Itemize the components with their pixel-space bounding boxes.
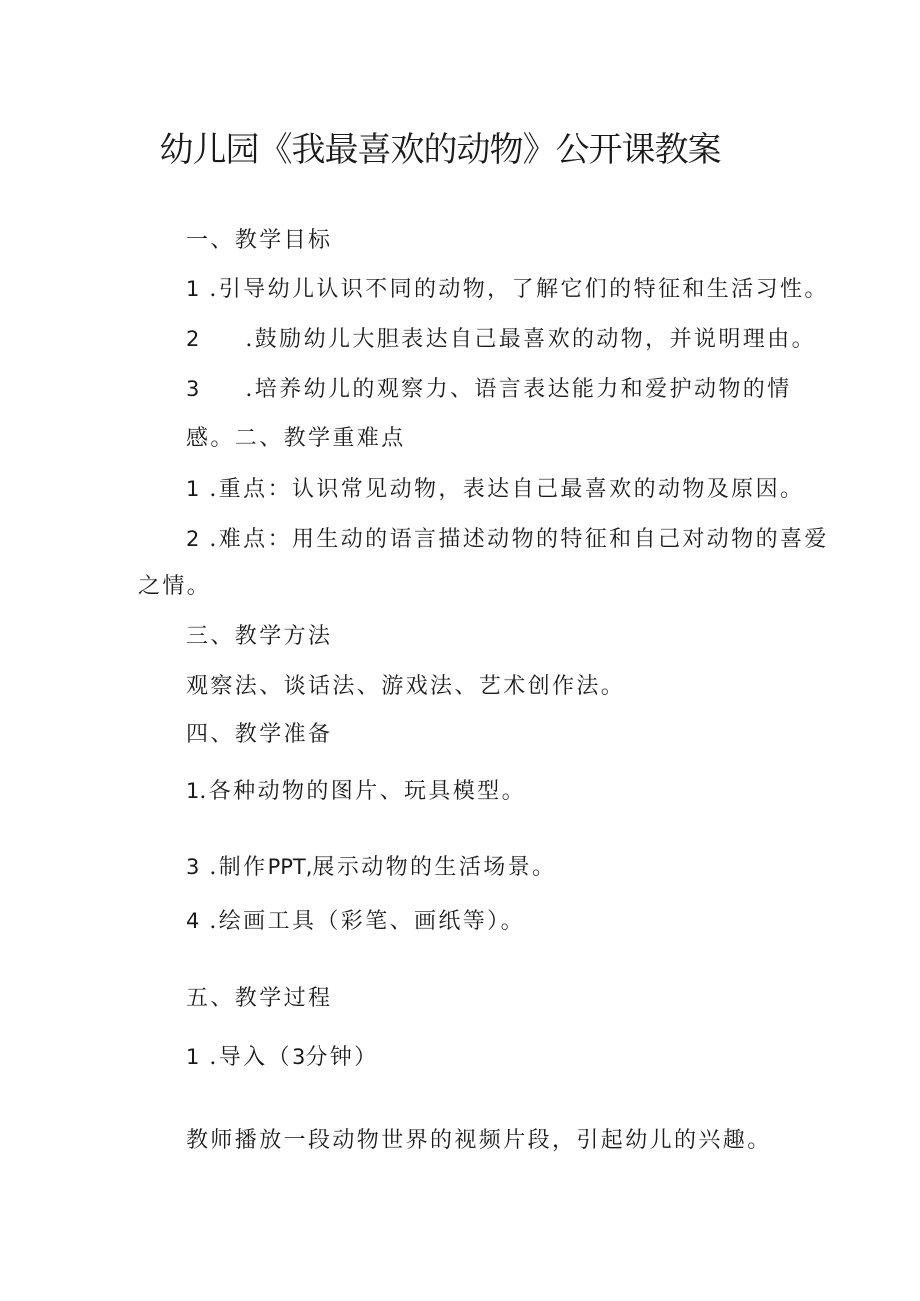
list-text: .绘画工具（彩笔、画纸等）。 [209, 909, 525, 934]
goal-item-2 [186, 324, 816, 355]
list-text: .导入（ [209, 1045, 292, 1070]
minutes-number: 3 [291, 1045, 306, 1069]
list-text: 展示动物的生活场景。 [312, 855, 557, 880]
goal-item-3 [186, 374, 792, 405]
prep-item-3 [186, 852, 556, 883]
list-number: 2 [186, 527, 200, 551]
process-item-1-body: 教师播放一段动物世界的视频片段，引起幼儿的兴趣。 [186, 1128, 772, 1153]
goal-item-3-continuation: 感。二、教学重难点 [186, 426, 406, 451]
list-text: .难点：用生动的语言描述动物的特征和自己对动物的喜爱 [209, 527, 829, 552]
document-title: 幼儿园《我最喜欢的动物》公开课教案 [159, 130, 721, 170]
list-text: .各种动物的图片、玩具模型。 [199, 779, 526, 804]
section-heading-methods: 三、教学方法 [186, 624, 333, 649]
list-number: 1 [186, 779, 200, 803]
section-heading-preparation: 四、教学准备 [186, 722, 333, 747]
list-text: .培养幼儿的观察力、语言表达能力和爱护动物的情 [245, 377, 792, 402]
key-point-item-2-continuation: 之情。 [138, 574, 212, 599]
list-text: 分钟） [305, 1045, 379, 1070]
list-number: 1 [186, 1045, 200, 1069]
list-number: 2 [186, 327, 200, 351]
key-point-item-2 [186, 524, 829, 555]
list-number: 3 [186, 377, 200, 401]
list-number: 1 [186, 477, 200, 501]
ppt-text: PPT, [267, 855, 313, 879]
section-heading-process: 五、教学过程 [186, 986, 333, 1011]
list-number: 3 [186, 855, 200, 879]
list-text: .制作 [209, 855, 268, 880]
list-text: .重点：认识常见动物，表达自己最喜欢的动物及原因。 [209, 477, 805, 502]
section-heading-goals: 一、教学目标 [186, 228, 333, 253]
list-text: .鼓励幼儿大胆表达自己最喜欢的动物，并说明理由。 [245, 327, 816, 352]
list-number: 4 [186, 909, 200, 933]
goal-item-1 [186, 274, 829, 305]
list-number: 1 [186, 277, 200, 301]
methods-text: 观察法、谈话法、游戏法、艺术创作法。 [186, 674, 626, 699]
process-item-1 [186, 1042, 379, 1073]
prep-item-4 [186, 906, 525, 937]
prep-item-1 [186, 776, 526, 807]
key-point-item-1 [186, 474, 804, 505]
list-text: .引导幼儿认识不同的动物，了解它们的特征和生活习性。 [209, 277, 829, 302]
